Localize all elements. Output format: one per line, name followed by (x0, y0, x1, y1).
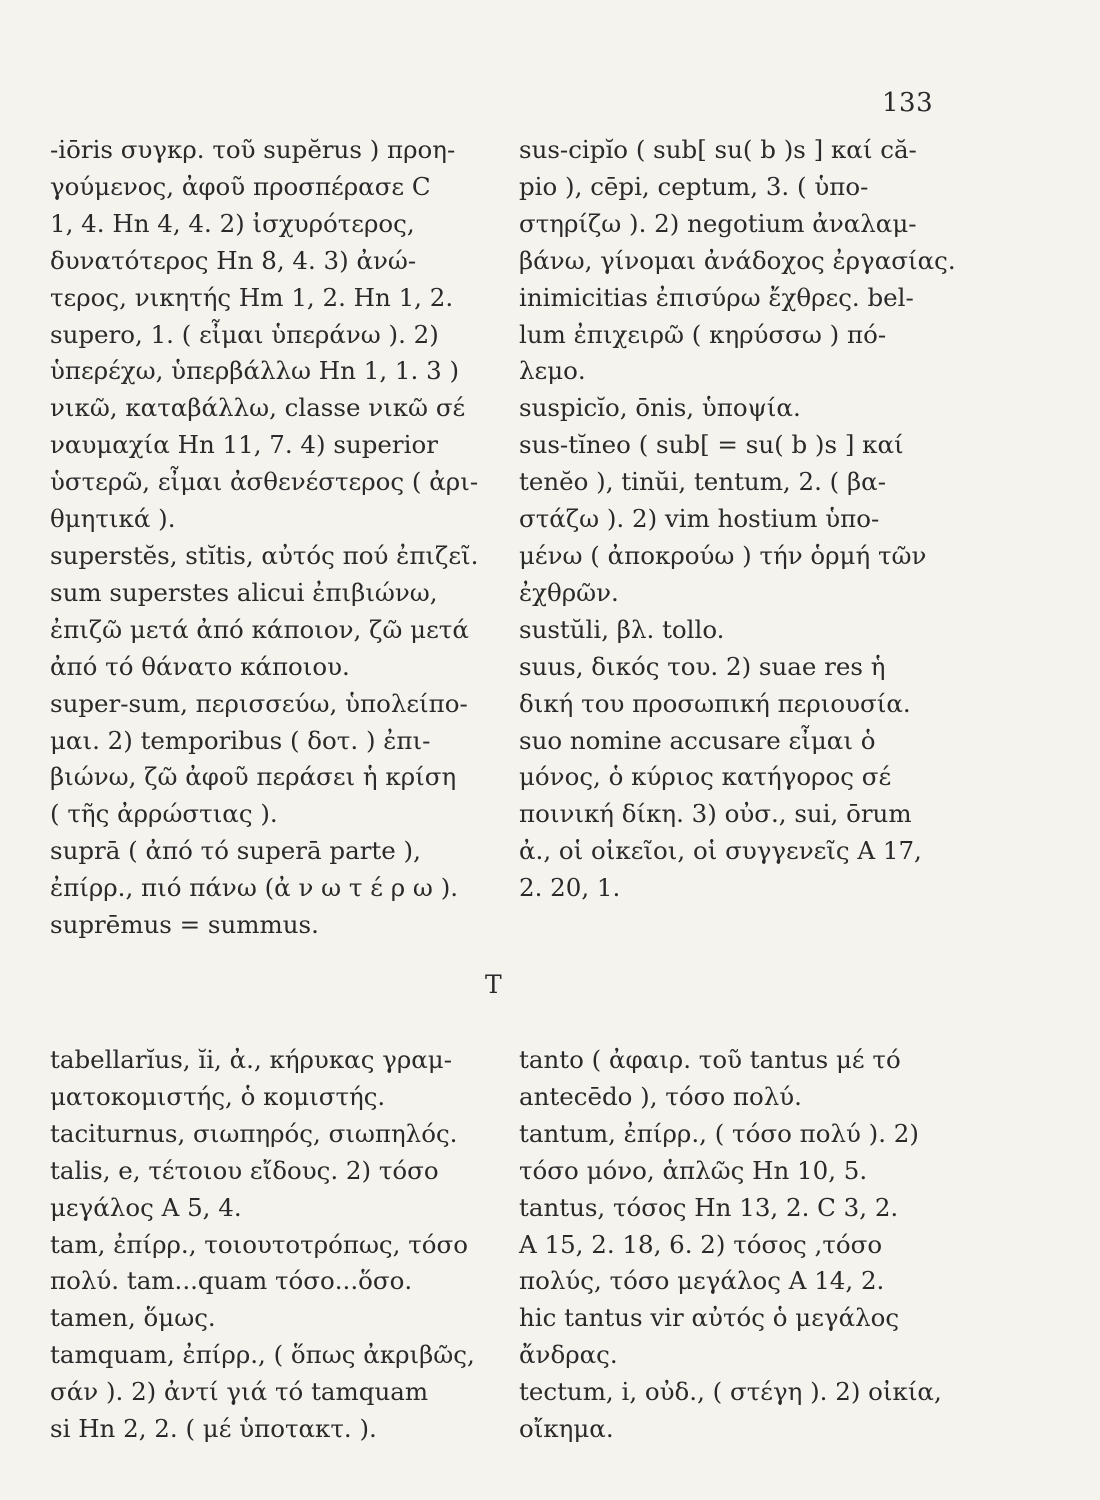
dictionary-line: γούμενος, ἀφοῦ προσπέρασε C (50, 171, 431, 201)
dictionary-line: ἐπιζῶ μετά ἀπό κάποιον, ζῶ μετά (50, 614, 469, 644)
dictionary-line: ἐπίρρ., πιό πάνω (ἀ ν ω τ έ ρ ω ). (50, 873, 459, 903)
dictionary-line: antecēdo ), τόσο πολύ. (519, 1081, 802, 1111)
dictionary-line: tam, ἐπίρρ., τοιουτοτρόπως, τόσο (50, 1229, 469, 1259)
dictionary-line: ματοκομιστής, ὁ κομιστής. (50, 1081, 386, 1111)
right-column-bottom (519, 1042, 942, 1448)
dictionary-line: -iōris συγκρ. τοῦ supĕrus ) προη- (50, 135, 456, 164)
dictionary-line: θμητικά ). (50, 504, 176, 534)
dictionary-line: superstĕs, stĭtis, αὐτός πού ἐπιζεῖ. (50, 540, 479, 570)
dictionary-line: talis, e, τέτοιου εἴδους. 2) τόσο (50, 1155, 439, 1185)
dictionary-line: βιώνω, ζῶ ἀφοῦ περάσει ἡ κρίση (50, 762, 457, 792)
dictionary-line: super-sum, περισσεύω, ὑπολείπο- (50, 688, 468, 718)
dictionary-line: sum superstes alicui ἐπιβιώνω, (50, 577, 438, 607)
dictionary-line: ἀπό τό θάνατο κάποιου. (50, 651, 350, 681)
dictionary-line: tectum, i, οὐδ., ( στέγη ). 2) οἰκία, (519, 1377, 942, 1407)
dictionary-line: δική του προσωπική περιουσία. (519, 688, 911, 718)
right-column-top (519, 132, 956, 907)
dictionary-line: tantus, τόσος Hn 13, 2. C 3, 2. (519, 1192, 899, 1222)
dictionary-line: πολύς, τόσο μεγάλος A 14, 2. (519, 1266, 885, 1296)
dictionary-line: suo nomine accusare εἶμαι ὁ (519, 725, 876, 755)
dictionary-line: 2. 20, 1. (519, 873, 621, 903)
dictionary-line: τερος, νικητής Hm 1, 2. Hn 1, 2. (50, 282, 454, 312)
dictionary-line: ἀ., οἱ οἰκεῖοι, οἱ συγγενεῖς A 17, (519, 836, 922, 866)
dictionary-line: νικῶ, καταβάλλω, classe νικῶ σέ (50, 393, 466, 423)
dictionary-line: 1, 4. Hn 4, 4. 2) ἰσχυρότερος, (50, 208, 415, 238)
dictionary-line: tamquam, ἐπίρρ., ( ὅπως ἀκριβῶς, (50, 1340, 475, 1370)
dictionary-line: ἄνδρας. (519, 1340, 618, 1370)
left-column-top (50, 132, 478, 944)
dictionary-line: si Hn 2, 2. ( μέ ὑποτακτ. ). (50, 1414, 377, 1444)
dictionary-line: A 15, 2. 18, 6. 2) τόσος ,τόσο (519, 1229, 883, 1259)
dictionary-line: sustŭli, βλ. tollo. (519, 614, 725, 644)
dictionary-line: tantum, ἐπίρρ., ( τόσο πολύ ). 2) (519, 1118, 919, 1148)
dictionary-line: taciturnus, σιωπηρός, σιωπηλός. (50, 1118, 458, 1148)
dictionary-line: pio ), cēpi, ceptum, 3. ( ὑπο- (519, 171, 869, 201)
dictionary-line: inimicitias ἐπισύρω ἔχθρες. bel- (519, 282, 914, 312)
dictionary-line: βάνω, γίνομαι ἀνάδοχος ἐργασίας. (519, 245, 956, 275)
dictionary-line: ( τῆς ἀρρώστιας ). (50, 799, 278, 829)
dictionary-line: σάν ). 2) ἀντί γιά τό tamquam (50, 1377, 429, 1407)
dictionary-line: πολύ. tam...quam τόσο...ὅσο. (50, 1266, 413, 1296)
dictionary-line: στηρίζω ). 2) negotium ἀναλαμ- (519, 208, 917, 238)
dictionary-line: στάζω ). 2) vim hostium ὑπο- (519, 504, 880, 534)
dictionary-line: μόνος, ὁ κύριος κατήγορος σέ (519, 762, 892, 792)
dictionary-line: suus, δικός του. 2) suae res ἡ (519, 651, 886, 681)
dictionary-line: sus-cipĭo ( sub[ su( b )s ] καί că- (519, 135, 917, 164)
dictionary-line: tanto ( ἀφαιρ. τοῦ tantus μέ τό (519, 1045, 901, 1074)
dictionary-line: δυνατότερος Hn 8, 4. 3) ἀνώ- (50, 245, 417, 275)
dictionary-line: hic tantus vir αὐτός ὁ μεγάλος (519, 1303, 900, 1333)
dictionary-line: sus-tĭneo ( sub[ = su( b )s ] καί (519, 430, 904, 460)
dictionary-line: λεμο. (519, 356, 586, 386)
dictionary-line: lum ἐπιχειρῶ ( κηρύσσω ) πό- (519, 319, 887, 349)
dictionary-line: οἴκημα. (519, 1414, 614, 1444)
dictionary-line: ὑστερῶ, εἶμαι ἀσθενέστερος ( ἀρι- (50, 467, 479, 497)
dictionary-line: μαι. 2) temporibus ( δοτ. ) ἐπι- (50, 725, 431, 755)
dictionary-line: μεγάλος A 5, 4. (50, 1192, 242, 1222)
dictionary-line: tamen, ὅμως. (50, 1303, 216, 1333)
page-number: 133 (882, 88, 934, 118)
left-column-bottom (50, 1042, 475, 1448)
dictionary-line: ὑπερέχω, ὑπερβάλλω Hn 1, 1. 3 ) (50, 356, 459, 386)
dictionary-line: τόσο μόνο, ἁπλῶς Hn 10, 5. (519, 1155, 868, 1185)
dictionary-line: μένω ( ἀποκρούω ) τήν ὁρμή τῶν (519, 540, 927, 570)
dictionary-line: ἐχθρῶν. (519, 577, 619, 607)
dictionary-line: suprā ( ἀπό τό superā parte ), (50, 836, 421, 866)
dictionary-line: ναυμαχία Hn 11, 7. 4) superior (50, 430, 438, 460)
dictionary-line: suspicĭo, ōnis, ὑποψία. (519, 393, 801, 423)
dictionary-line: suprēmus = summus. (50, 910, 319, 940)
dictionary-line: tabellarĭus, ĭi, ἀ., κήρυκας γραμ- (50, 1045, 452, 1074)
section-letter: T (485, 970, 502, 999)
dictionary-line: supero, 1. ( εἶμαι ὑπεράνω ). 2) (50, 319, 439, 349)
dictionary-line: tenĕo ), tinŭi, tentum, 2. ( βα- (519, 467, 886, 497)
dictionary-line: ποινική δίκη. 3) οὐσ., sui, ōrum (519, 799, 912, 829)
